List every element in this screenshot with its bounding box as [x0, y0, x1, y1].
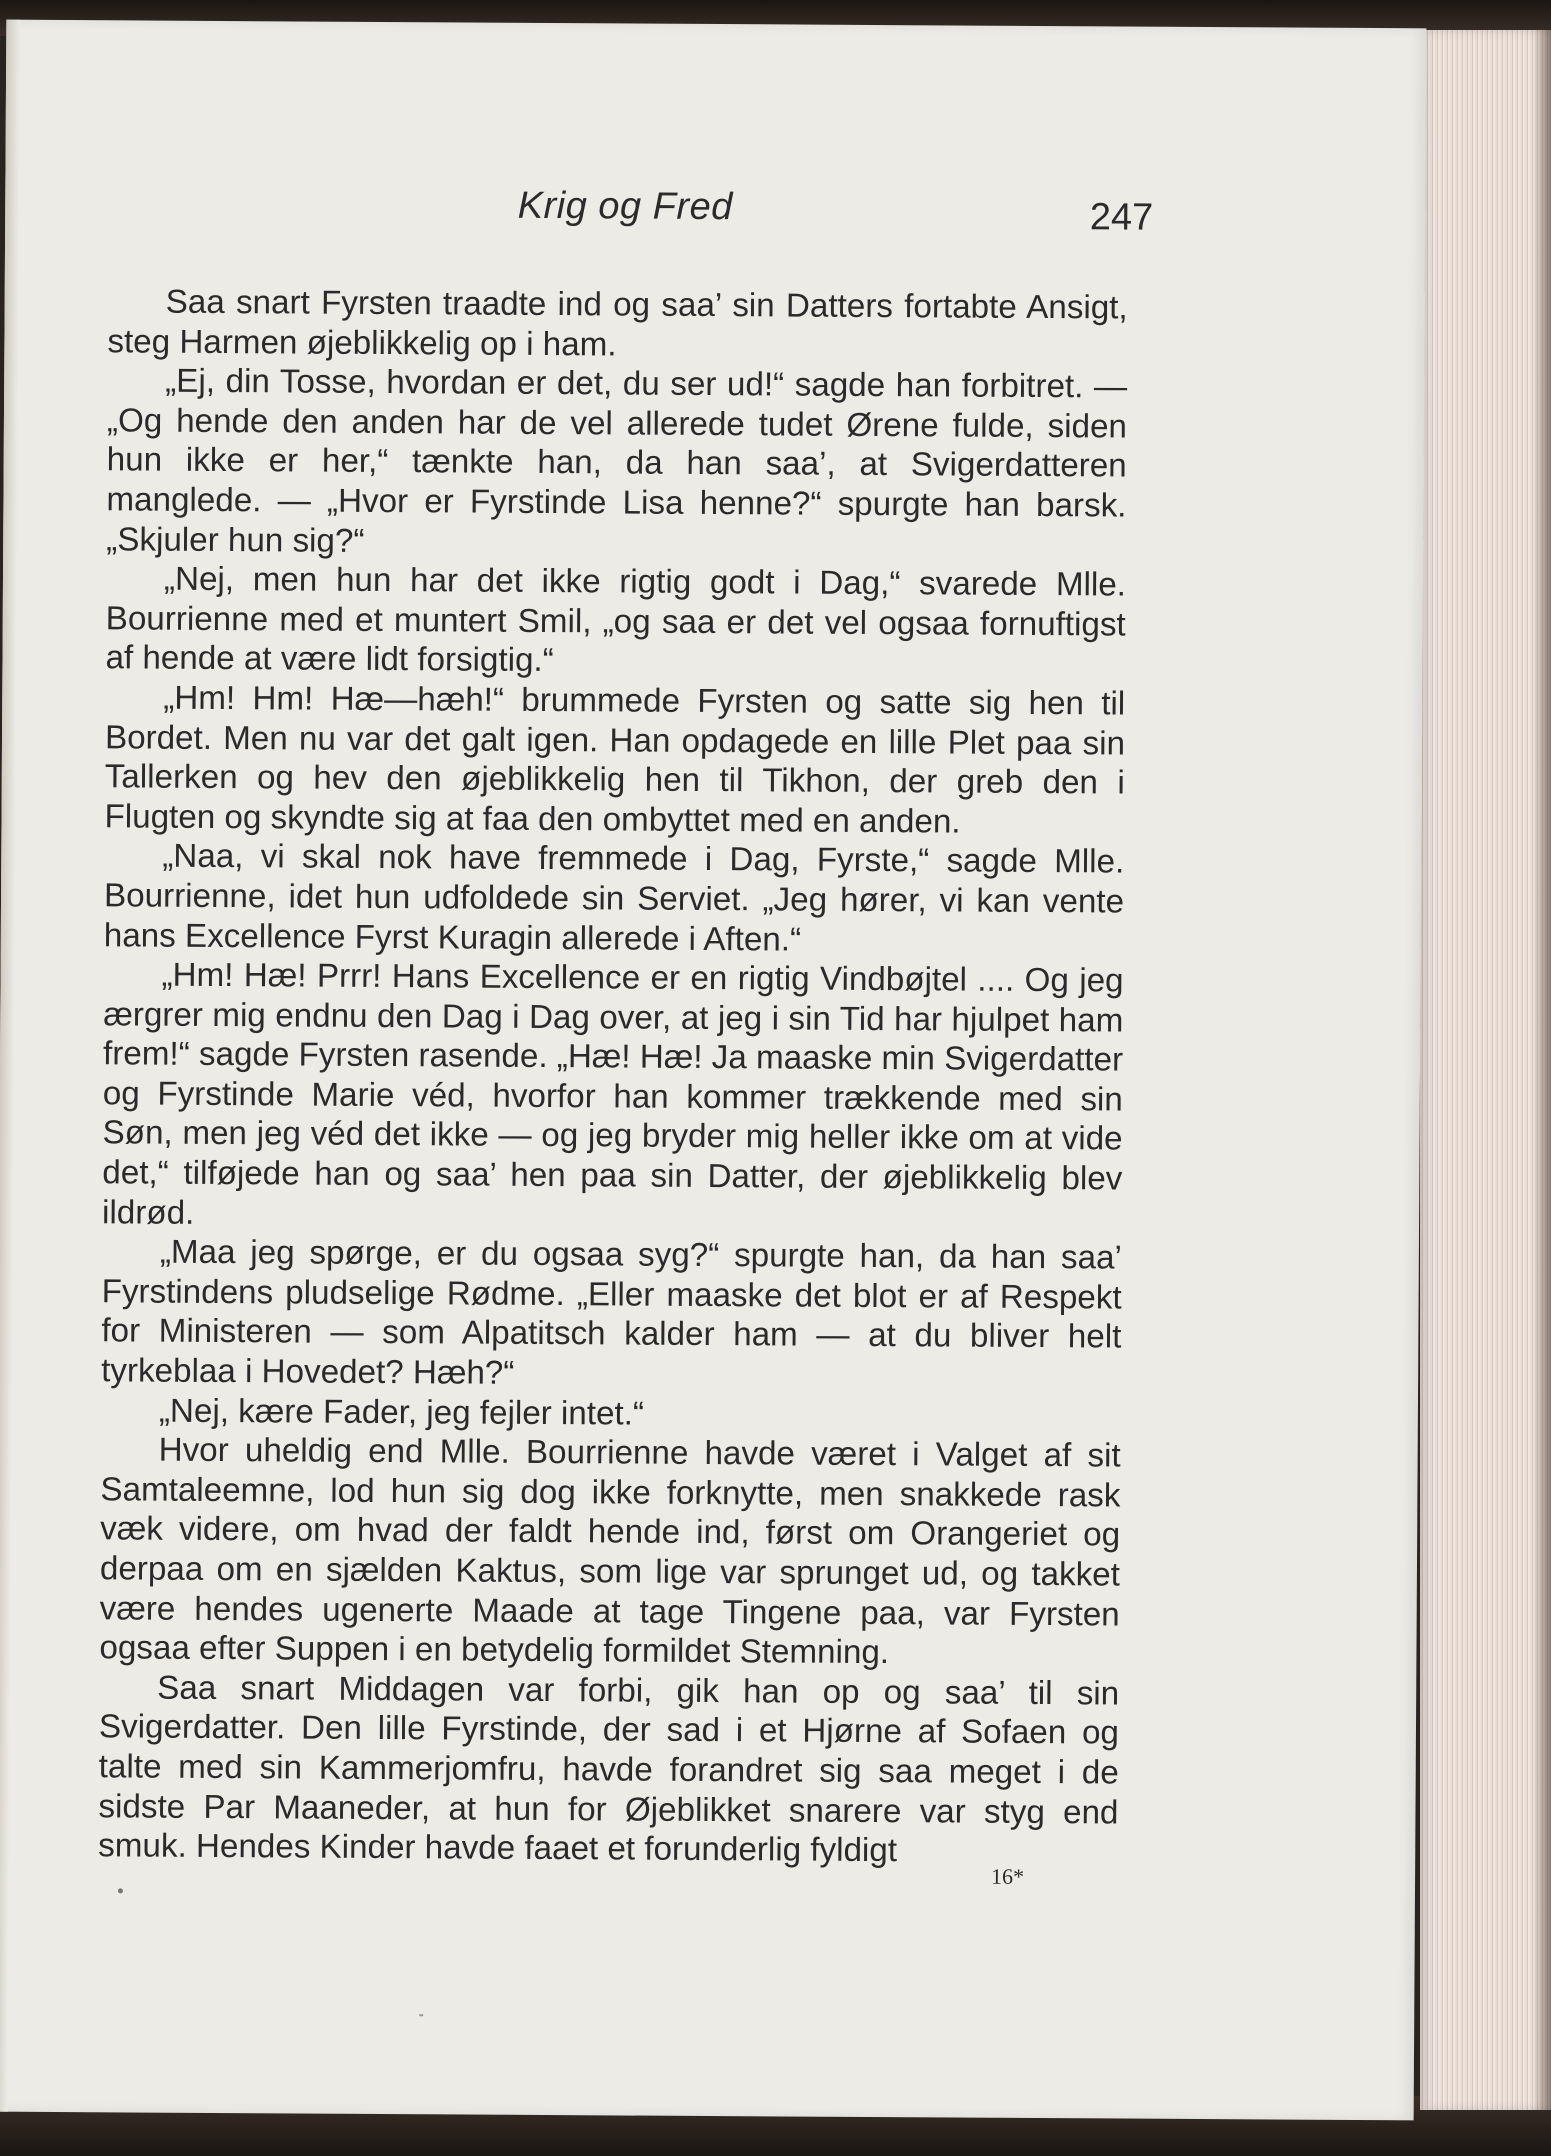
- paragraph: „Naa, vi skal nok have fremmede i Dag, Fyrste,“ sagde Mlle. Bourrienne, idet hun udfoldede sin Serviet. „Jeg hører, vi kan vente hans Excellence Fyrst Kuragin allerede i Aften.“: [103, 837, 1125, 959]
- paragraph: „Ej, din Tosse, hvordan er det, du ser ud!“ sagde han forbitret. — „Og hende den anden har de vel allerede tudet Ørene fulde, siden hun ikke er her,“ tænkte han, da han saa’, at Svigerdatteren manglede. — „Hvor er Fyrstinde Lisa henne?“ spurgte han barsk. „Skjuler hun sig?“: [106, 362, 1128, 560]
- paragraph: „Nej, kære Fader, jeg fejler intet.“: [158, 1392, 645, 1433]
- signature-mark: 16*: [991, 1863, 1025, 1889]
- ink-speck: [419, 2014, 423, 2016]
- ink-speck: [118, 1888, 123, 1893]
- paragraph: Hvor uheldig end Mlle. Bourrienne havde været i Valget af sit Samtaleemne, lod hun sig dog ikke forknytte, men snakkede rask væk videre, om hvad der faldt hende ind, først om Orangeriet og derpaa om en sjælden Kaktus, som lige var sprunget ud, og takket være hendes ugenerte Maade at tage Tingene paa, var Fyrsten ogsaa efter Suppen i en betydelig formildet Stemning.: [99, 1431, 1121, 1672]
- page-gutter-shadow: [0, 20, 20, 2112]
- paragraph: „Nej, men hun har det ikke rigtig godt i Dag,“ svarede Mlle. Bourrienne med et muntert Smil, „og saa er det vel ogsaa fornuftigst af hende at være lidt forsigtig.“: [105, 560, 1127, 680]
- page-number: 247: [1089, 196, 1154, 239]
- paragraph: „Maa jeg spørge, er du ogsaa syg?“ spurgte han, da han saa’ Fyrstindens pludselige Rødme. „Eller maaske det blot er af Respekt for Ministeren — som Alpatitsch kalder ham — at du bliver helt tyrkeblaa i Hovedet? Hæh?“: [101, 1233, 1122, 1392]
- book-page: [0, 20, 1426, 2121]
- paragraph: „Hm! Hm! Hæ—hæh!“ brummede Fyrsten og satte sig hen til Bordet. Men nu var det galt igen. Han opdagede en lille Plet paa sin Tallerken og hev den øjeblikkelig hen til Tikhon, der greb den i Flugten og skyndte sig at faa den ombyttet med en anden.: [104, 679, 1126, 841]
- paragraph: Saa snart Middagen var forbi, gik han op og saa’ til sin Svigerdatter. Den lille Fyrstinde, der sad i et Hjørne af Sofaen og talte med sin Kammerjomfru, havde forandret sig saa meget i de sidste Par Maaneder, at hun for Øjeblikket snarere var styg end smuk. Hendes Kinder havde faaet et forunderlig fyldigt: [98, 1669, 1120, 1870]
- page-header: [105, 176, 1154, 242]
- paragraph: Saa snart Fyrsten traadte ind og saa’ sin Datters fortabte Ansigt, steg Harmen øjeblikkelig op i ham.: [107, 283, 1128, 364]
- paragraph: „Hm! Hæ! Prrr! Hans Excellence er en rigtig Vindbøjtel .... Og jeg ærgrer mig endnu den Dag i Dag over, at jeg i sin Tid har hjulpet ham frem!“ sagde Fyrsten rasende. „Hæ! Hæ! Ja maaske min Svigerdatter og Fyrstinde Marie véd, hvorfor han kommer trækkende med sin Søn, men jeg véd det ikke — og jeg bryder mig heller ikke om at vide det,“ tilføjede han og saa’ hen paa sin Datter, der øjeblikkelig blev ildrød.: [102, 956, 1124, 1232]
- book-fore-edge: [1420, 30, 1551, 2110]
- running-title: Krig og Fred: [517, 184, 733, 229]
- body-text: [98, 282, 1128, 1872]
